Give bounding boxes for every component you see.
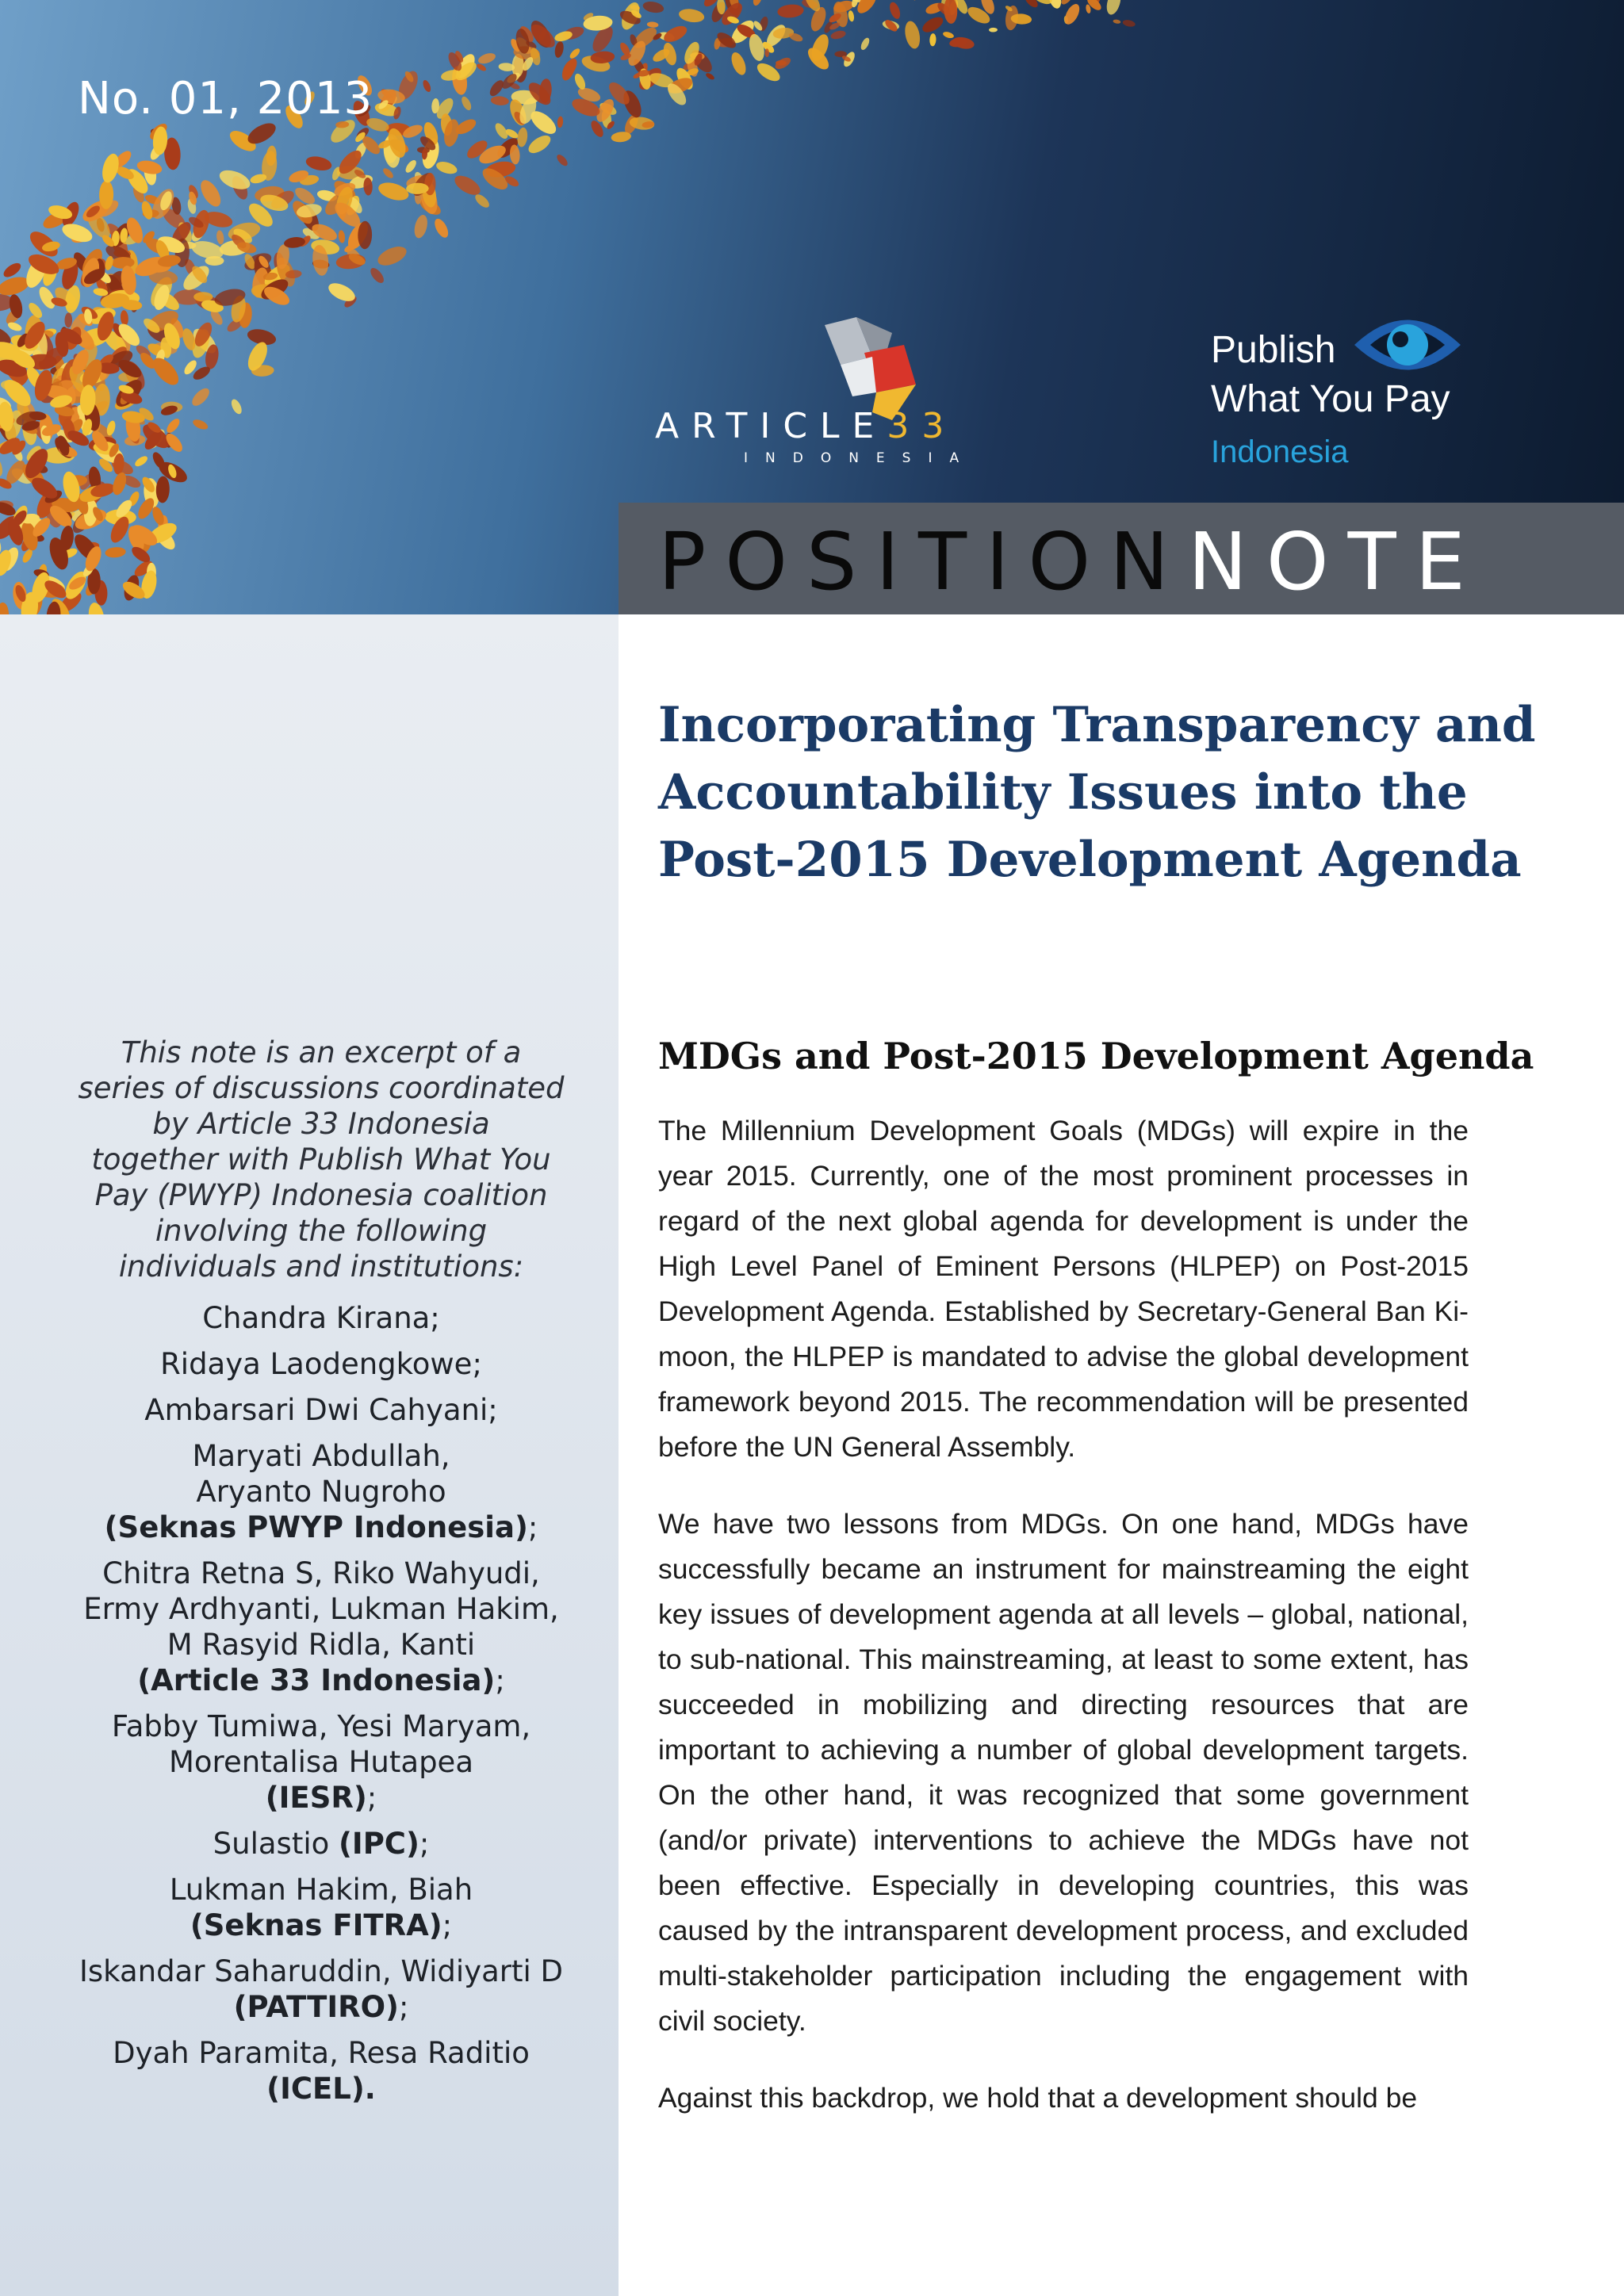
leaf-shape (477, 52, 496, 66)
title-line-1: Incorporating Transparency and (658, 697, 1536, 753)
leaf-shape (830, 29, 847, 40)
leaf-shape (191, 418, 209, 431)
participant-name: Fabby Tumiwa, Yesi Maryam, (111, 1709, 531, 1743)
participant-org: (Article 33 Indonesia) (137, 1663, 496, 1697)
participants-list (56, 1300, 587, 2117)
participant-name: Chitra Retna S, Riko Wahyudi, (102, 1556, 540, 1590)
position-word: POSITION (658, 515, 1189, 608)
participant-name: M Rasyid Ridla, Kanti (167, 1628, 476, 1662)
paragraph-3: Against this backdrop, we hold that a development should be (658, 2082, 1418, 2114)
leaf-shape (304, 155, 333, 173)
participant-org: (IPC) (339, 1827, 419, 1861)
note-word: NOTE (1188, 515, 1484, 608)
participant-name: Chandra Kirana; (202, 1301, 440, 1335)
pwyp-what-you-pay: What You Pay (1211, 378, 1450, 420)
leaf-shape (229, 398, 243, 416)
leaf-shape (148, 354, 183, 389)
leaf-shape (1023, 0, 1040, 10)
participant-org-line (56, 1510, 587, 1545)
participant-name: Ambarsari Dwi Cahyani; (144, 1393, 498, 1427)
paragraph-2: We have two lessons from MDGs. On one hand, MDGs have successfully became an instrument for mainstreaming the eight key issues of development agenda at all levels – global, national, to sub-national. This mainstreaming, at least to some extent, has succeeded in mobilizing and directing resources that are important to achieving a number of global development targets. On the other hand, it was recognized that some government (and/or private) interventions to achieve the MDGs have not been effective. Especially in developing countries, this was caused by the intransparent development process, and excluded multi-stakeholder participation including the engagement with civil society. (658, 1508, 1469, 2037)
leaf-shape (569, 47, 582, 60)
participant-entry (56, 1346, 587, 1382)
leaf-shape (854, 0, 880, 17)
participant-name: Dyah Paramita, Resa Raditio (113, 2036, 530, 2070)
leaf-shape (377, 179, 411, 203)
leaf-shape (705, 72, 715, 81)
leaf-shape (902, 20, 922, 50)
participant-suffix: ; (495, 1663, 505, 1697)
participant-name: Ermy Ardhyanti, Lukman Hakim, (83, 1592, 559, 1626)
participant-name: Maryati Abdullah, (192, 1439, 450, 1473)
participant-entry (56, 1954, 587, 2025)
sidebar-intro-line: by Article 33 Indonesia (152, 1107, 490, 1141)
participant-line (56, 1826, 587, 1862)
leaf-shape (860, 36, 871, 52)
leaf-shape (553, 40, 565, 59)
leaf-shape (490, 95, 509, 105)
participant-suffix: ; (442, 1908, 453, 1942)
participant-name: Sulastio (213, 1827, 339, 1861)
title-line-2: Accountability Issues into the (658, 764, 1468, 821)
leaf-shape (752, 0, 764, 7)
leaf-shape (912, 0, 917, 1)
leaf-shape (435, 159, 458, 176)
leaf-shape (557, 116, 563, 128)
leaf-shape (368, 266, 386, 285)
participant-entry (56, 1709, 587, 1816)
leaf-shape (460, 95, 473, 112)
participant-entry (56, 1556, 587, 1698)
participant-suffix: ; (419, 1827, 430, 1861)
leaf-shape (1062, 2, 1082, 27)
leaf-shape (2, 260, 24, 279)
participant-name: Iskandar Saharuddin, Widiyarti D (79, 1954, 564, 1988)
leaf-shape (678, 7, 706, 24)
article33-wordmark (655, 406, 956, 446)
pwyp-eye-icon (1348, 309, 1467, 381)
participant-suffix: ; (527, 1510, 538, 1544)
sidebar-intro-line: series of discussions coordinated (78, 1071, 565, 1105)
participant-org: (Seknas PWYP Indonesia) (104, 1510, 528, 1544)
leaf-shape (120, 310, 128, 326)
leaf-shape (1105, 0, 1124, 17)
section-heading: MDGs and Post-2015 Development Agenda (658, 1035, 1534, 1077)
sidebar-intro-line: individuals and institutions: (118, 1249, 524, 1284)
participant-entry (56, 1872, 587, 1943)
title-line-3: Post-2015 Development Agenda (658, 832, 1522, 888)
participant-entry (56, 1392, 587, 1428)
article33-subtitle: INDONESIA (744, 450, 977, 466)
participant-org: (Seknas FITRA) (190, 1908, 442, 1942)
leaf-shape (197, 177, 224, 209)
sidebar-intro-line: involving the following (155, 1214, 488, 1248)
sidebar-intro-line: This note is an excerpt of a (121, 1035, 522, 1070)
participant-entry (56, 1438, 587, 1545)
participant-name: Ridaya Laodengkowe; (160, 1347, 482, 1381)
participant-name: Morentalisa Hutapea (168, 1745, 473, 1779)
leaf-shape (776, 60, 787, 66)
sidebar-intro-line: together with Publish What You (91, 1142, 551, 1177)
leaf-shape (432, 216, 451, 239)
article33-number: 33 (887, 406, 957, 446)
leaf-shape (190, 385, 213, 408)
leaf-shape (0, 603, 10, 614)
leaf-shape (1059, 0, 1073, 6)
participant-entry (56, 1300, 587, 1336)
leaf-shape (942, 31, 955, 40)
leaf-shape (375, 243, 409, 269)
leaf-shape (164, 416, 182, 434)
leaf-shape (216, 230, 224, 245)
leaf-shape (1113, 19, 1120, 24)
leaf-shape (421, 79, 432, 94)
sidebar-intro (56, 1035, 587, 1284)
leaf-shape (929, 33, 936, 47)
leaf-shape (555, 153, 569, 168)
participant-org: (PATTIRO) (233, 1990, 399, 2024)
leaf-shape (989, 28, 998, 33)
issue-number: No. 01, 2013 (78, 73, 373, 124)
header-banner (0, 0, 1624, 614)
leaf-shape (526, 132, 553, 156)
participant-org-line (56, 1780, 587, 1816)
leaf-shape (729, 50, 749, 77)
leaf-shape (1122, 19, 1136, 28)
participant-suffix: ; (398, 1990, 409, 2024)
leaf-shape (944, 0, 959, 24)
leaf-shape (338, 230, 346, 243)
paragraph-1: The Millennium Development Goals (MDGs) will expire in the year 2015. Currently, one of the most prominent processes in regard of the next global agenda for development is under the High Level Panel of Eminent Persons (HLPEP) on Post-2015 Development Agenda. Established by Secretary-General Ban Ki-moon, the HLPEP is mandated to advise the global development framework beyond 2015. The recommendation will be presented before the UN General Assembly. (658, 1115, 1469, 1463)
participant-name: Aryanto Nugroho (196, 1475, 446, 1509)
leaf-shape (661, 23, 689, 45)
leaf-shape (133, 454, 149, 469)
sidebar-intro-line: Pay (PWYP) Indonesia coalition (94, 1178, 548, 1212)
pwyp-indonesia: Indonesia (1211, 434, 1349, 469)
participant-org: (IESR) (265, 1781, 367, 1815)
participant-entry (56, 1826, 587, 1862)
participant-org: (ICEL). (266, 2072, 376, 2106)
leaf-shape (777, 3, 805, 18)
participant-org-line (56, 1908, 587, 1943)
leaf-shape (647, 21, 659, 28)
leaf-shape (404, 159, 418, 174)
leaf-shape (64, 312, 72, 327)
leaf-shape (642, 0, 665, 14)
participant-entry (56, 2035, 587, 2107)
leaf-shape (0, 453, 5, 478)
participant-suffix: ; (366, 1781, 377, 1815)
body-text (658, 1108, 1469, 2152)
article33-word: ARTICLE (655, 406, 887, 446)
leaf-shape (888, 1, 902, 21)
leaf-shape (105, 546, 126, 558)
document-title (658, 691, 1570, 894)
participant-org-line (56, 2071, 587, 2107)
leaf-shape (476, 63, 488, 73)
leaf-shape (412, 213, 430, 239)
leaf-shape (36, 285, 59, 312)
leaf-shape (920, 14, 945, 36)
participant-name: Lukman Hakim, Biah (169, 1873, 473, 1907)
leaf-shape (516, 127, 528, 147)
leaf-shape (848, 10, 855, 22)
position-note-heading (658, 515, 1484, 608)
pwyp-publish: Publish (1211, 329, 1336, 371)
participant-org-line (56, 1663, 587, 1698)
leaf-shape (381, 166, 395, 180)
participant-org-line (56, 1989, 587, 2025)
